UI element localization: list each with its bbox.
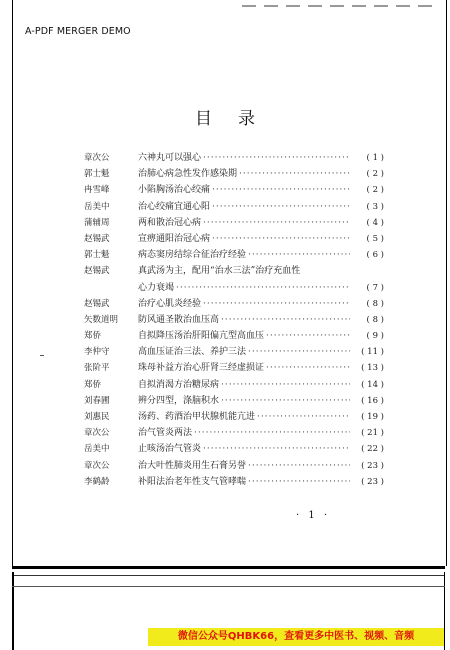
toc-entry-title: 防风通圣散治血压高 [138,314,220,325]
toc-entry [138,409,352,425]
toc-page-number: ( 23 ) [361,476,384,487]
toc-entry [138,215,352,231]
toc-entry-title: 宣痹通阳治冠心病 [138,233,211,244]
toc-entry [138,263,352,279]
toc-entry-title: 治肺心病急性发作感染期 [138,169,238,180]
toc-row [84,215,384,231]
toc-leader-dots [248,458,350,474]
toc-author: 李鹤龄 [84,476,110,487]
toc-entry-title: 高血压证治三法、养护三法 [138,347,247,358]
toc-entry [138,296,352,312]
toc-author: 郭士魁 [84,169,110,180]
toc-entry [138,377,352,393]
toc-row [84,425,384,441]
toc-row [84,150,384,166]
toc-row [84,166,384,182]
toc-entry-title: 心力衰竭 [138,282,175,293]
toc-leader-dots [212,231,350,247]
toc-entry-title: 真武汤为主，配用“治水三法”治疗充血性 [138,266,301,277]
toc-page-number: ( 11 ) [361,347,384,358]
toc-row [84,409,384,425]
toc-entry [138,344,352,360]
toc-leader-dots [176,280,350,296]
toc-leader-dots [212,182,350,198]
toc-leader-dots [203,150,350,166]
toc-leader-dots [221,312,350,328]
toc-page-number: ( 1 ) [366,153,384,163]
toc-entry-title: 治心绞痛宜通心阳 [138,201,211,212]
toc-author: 李仲守 [84,347,110,358]
toc-author: 郭士魁 [84,250,110,261]
toc-page-number: ( 7 ) [366,282,384,293]
promo-banner: 微信公众号QHBK66，查看更多中医书、视频、音频 [148,628,444,646]
toc-entry-title: 六神丸可以强心 [138,153,202,163]
toc-entry-title: 补阳法治老年性支气管哮喘 [138,476,247,487]
toc-entry [138,247,352,263]
toc-page-number: ( 2 ) [366,185,384,196]
toc-entry-title: 病态窦房结综合征治疗经验 [138,250,247,261]
next-page-right-edge [444,572,445,650]
toc-entry [138,280,352,296]
toc-author: 郑侨 [84,331,102,342]
toc-leader-dots [248,474,350,490]
toc-page-number: ( 23 ) [361,460,384,471]
toc-author: 蒲辅周 [84,217,110,228]
toc-page-number: ( 8 ) [366,298,384,309]
toc-author: 矢数道明 [84,314,119,325]
toc-leader-dots [221,377,350,393]
toc-author: 岳美中 [84,201,110,212]
toc-entry [138,458,352,474]
toc-page-number: ( 4 ) [366,217,384,228]
toc-entry-title: 治大叶性肺炎用生石膏另誉 [138,460,247,471]
toc-leader-dots [203,441,350,457]
toc-row [84,474,384,490]
toc-entry-title: 治疗心肌炎经验 [138,298,202,309]
toc-author: 章次公 [84,153,110,163]
toc-author: 岳美中 [84,444,110,455]
toc-leader-dots [239,166,350,182]
toc-author: 章次公 [84,428,110,439]
toc-entry [138,199,352,215]
toc-entry-title: 自拟降压汤治肝阳偏亢型高血压 [138,331,265,342]
toc-leader-dots [266,360,350,376]
toc-row [84,458,384,474]
toc-leader-dots [194,425,350,441]
table-of-contents [84,150,384,490]
toc-page-number: ( 19 ) [361,412,384,422]
toc-entry-title: 小陷胸汤治心绞痛 [138,185,211,196]
toc-entry [138,328,352,344]
toc-row [84,344,384,360]
page-bottom-border [12,566,445,576]
toc-row [84,231,384,247]
toc-entry-title: 两和散治冠心病 [138,217,202,228]
toc-page-number: ( 6 ) [366,250,384,261]
top-edge-marks [242,5,437,7]
toc-author: 刘惠民 [84,412,110,422]
toc-page-number: ( 8 ) [366,314,384,325]
toc-author: 刘春圃 [84,395,110,406]
demo-watermark: A-PDF MERGER DEMO [25,26,131,37]
toc-entry-title: 止咳汤治气管炎 [138,444,202,455]
toc-row [84,312,384,328]
toc-entry [138,166,352,182]
toc-author: 冉雪峰 [84,185,110,196]
toc-author: 张阶平 [84,363,110,374]
toc-row [84,199,384,215]
toc-entry-title: 自拟消渴方治糖尿病 [138,379,220,390]
toc-entry-title: 治气管炎两法 [138,428,193,439]
toc-row [84,263,384,279]
toc-leader-dots [257,409,350,425]
toc-entry [138,150,352,166]
next-page-left-edge [12,572,14,650]
toc-leader-dots [212,199,350,215]
toc-leader-dots [248,247,350,263]
toc-row [84,280,384,296]
toc-row [84,393,384,409]
toc-author: 赵锡武 [84,233,110,244]
toc-entry [138,231,352,247]
toc-entry-title: 珠母补益方治心肝肾三经虚损证 [138,363,265,374]
scan-mark [40,355,44,356]
toc-entry-title: 汤药、药酒治甲状腺机能亢进 [138,412,256,422]
toc-entry-title: 辨分四型，涤脑积水 [138,395,220,406]
toc-entry [138,441,352,457]
page-number: · 1 · [296,510,331,521]
toc-row [84,247,384,263]
toc-entry [138,360,352,376]
toc-page-number: ( 13 ) [361,363,384,374]
toc-entry [138,393,352,409]
toc-page-number: ( 16 ) [361,395,384,406]
toc-page-number: ( 5 ) [366,233,384,244]
toc-page-number: ( 14 ) [361,379,384,390]
toc-entry [138,425,352,441]
toc-row [84,182,384,198]
toc-page-number: ( 9 ) [366,331,384,342]
next-page-rule [12,586,445,587]
toc-leader-dots [203,296,350,312]
toc-leader-dots [266,328,350,344]
toc-page-number: ( 22 ) [361,444,384,455]
toc-page-number: ( 21 ) [361,428,384,439]
toc-leader-dots [221,393,350,409]
toc-row [84,296,384,312]
page-title: 目录 [195,109,281,129]
toc-leader-dots [248,344,350,360]
toc-row [84,441,384,457]
toc-row [84,377,384,393]
toc-author: 郑侨 [84,379,102,390]
toc-row [84,328,384,344]
toc-entry [138,312,352,328]
toc-author: 章次公 [84,460,110,471]
toc-row [84,360,384,376]
toc-leader-dots [203,215,350,231]
toc-page-number: ( 2 ) [366,169,384,180]
toc-entry [138,182,352,198]
toc-author: 赵锡武 [84,298,110,309]
toc-page-number: ( 3 ) [366,201,384,212]
toc-author: 赵锡武 [84,266,110,277]
toc-entry [138,474,352,490]
